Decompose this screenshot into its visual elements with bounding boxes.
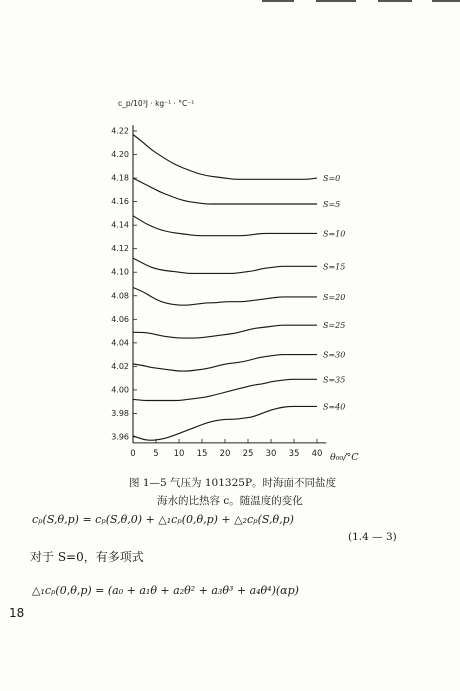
page-number: 18 [9,606,25,620]
series-line-6 [133,325,317,338]
curve-label: S=40 [323,402,346,412]
curve-label: S=5 [323,199,341,209]
series-line-8 [133,379,317,400]
y-tick-label: 4.02 [111,361,129,371]
y-tick-label: 4.18 [111,173,129,183]
x-tick-label: 20 [219,448,231,459]
x-tick-label: 35 [288,448,300,459]
equation-1-number: (1.4 — 3) [348,531,397,543]
x-tick-label: 0 [130,448,136,459]
y-axis-label: c_p/10³J · kg⁻¹ · °C⁻¹ [118,99,195,108]
series-line-4 [133,258,317,273]
equation-1: cₚ(S,θ,p) = cₚ(S,θ,0) + △₁cₚ(0,θ,p) + △₂cₚ(S,θ,p) [32,513,294,526]
curve-label: S=15 [323,262,346,272]
y-tick-label: 4.10 [111,267,129,277]
curve-label: S=25 [323,321,346,331]
y-tick-label: 4.20 [111,150,129,160]
y-tick-label: 4.06 [111,314,129,324]
y-tick-label: 4.00 [111,385,129,395]
body-paragraph: 对于 S=0，有多项式 [30,550,144,564]
curve-label: S=0 [323,174,341,184]
y-tick-label: 3.96 [111,432,129,442]
equation-2: △₁cₚ(0,θ,p) = (a₀ + a₁θ + a₂θ² + a₃θ³ + a₄θ⁴)(αp) [32,584,299,597]
y-tick-label: 4.16 [111,197,129,207]
x-tick-label: 5 [153,448,159,459]
y-tick-label: 4.22 [111,126,129,136]
series-line-1 [133,135,317,180]
series-line-7 [133,355,317,372]
curve-label: S=30 [323,350,346,360]
series-line-3 [133,216,317,236]
y-tick-label: 4.12 [111,244,129,254]
figure-caption-line-1: 图 1—5 气压为 101325P。时海面不同盐度 [129,477,337,489]
y-tick-label: 3.98 [111,408,129,418]
y-tick-label: 4.08 [111,291,129,301]
x-tick-label: 40 [311,448,323,459]
curve-label: S=10 [323,229,346,239]
y-tick-label: 4.14 [111,220,129,230]
series-line-5 [133,288,317,306]
series-line-9 [133,406,317,440]
x-tick-label: 30 [265,448,277,459]
y-tick-label: 4.04 [111,338,129,348]
series-line-2 [133,178,317,204]
curve-label: S=35 [323,375,346,385]
x-tick-label: 10 [173,448,185,459]
figure-caption-line-2: 海水的比热容 c。随温度的变化 [157,495,303,507]
x-tick-label: 15 [196,448,208,459]
curve-label: S=20 [323,292,346,302]
x-tick-label: 25 [242,448,254,459]
x-axis-label: θ₀₀/°C [330,452,359,463]
